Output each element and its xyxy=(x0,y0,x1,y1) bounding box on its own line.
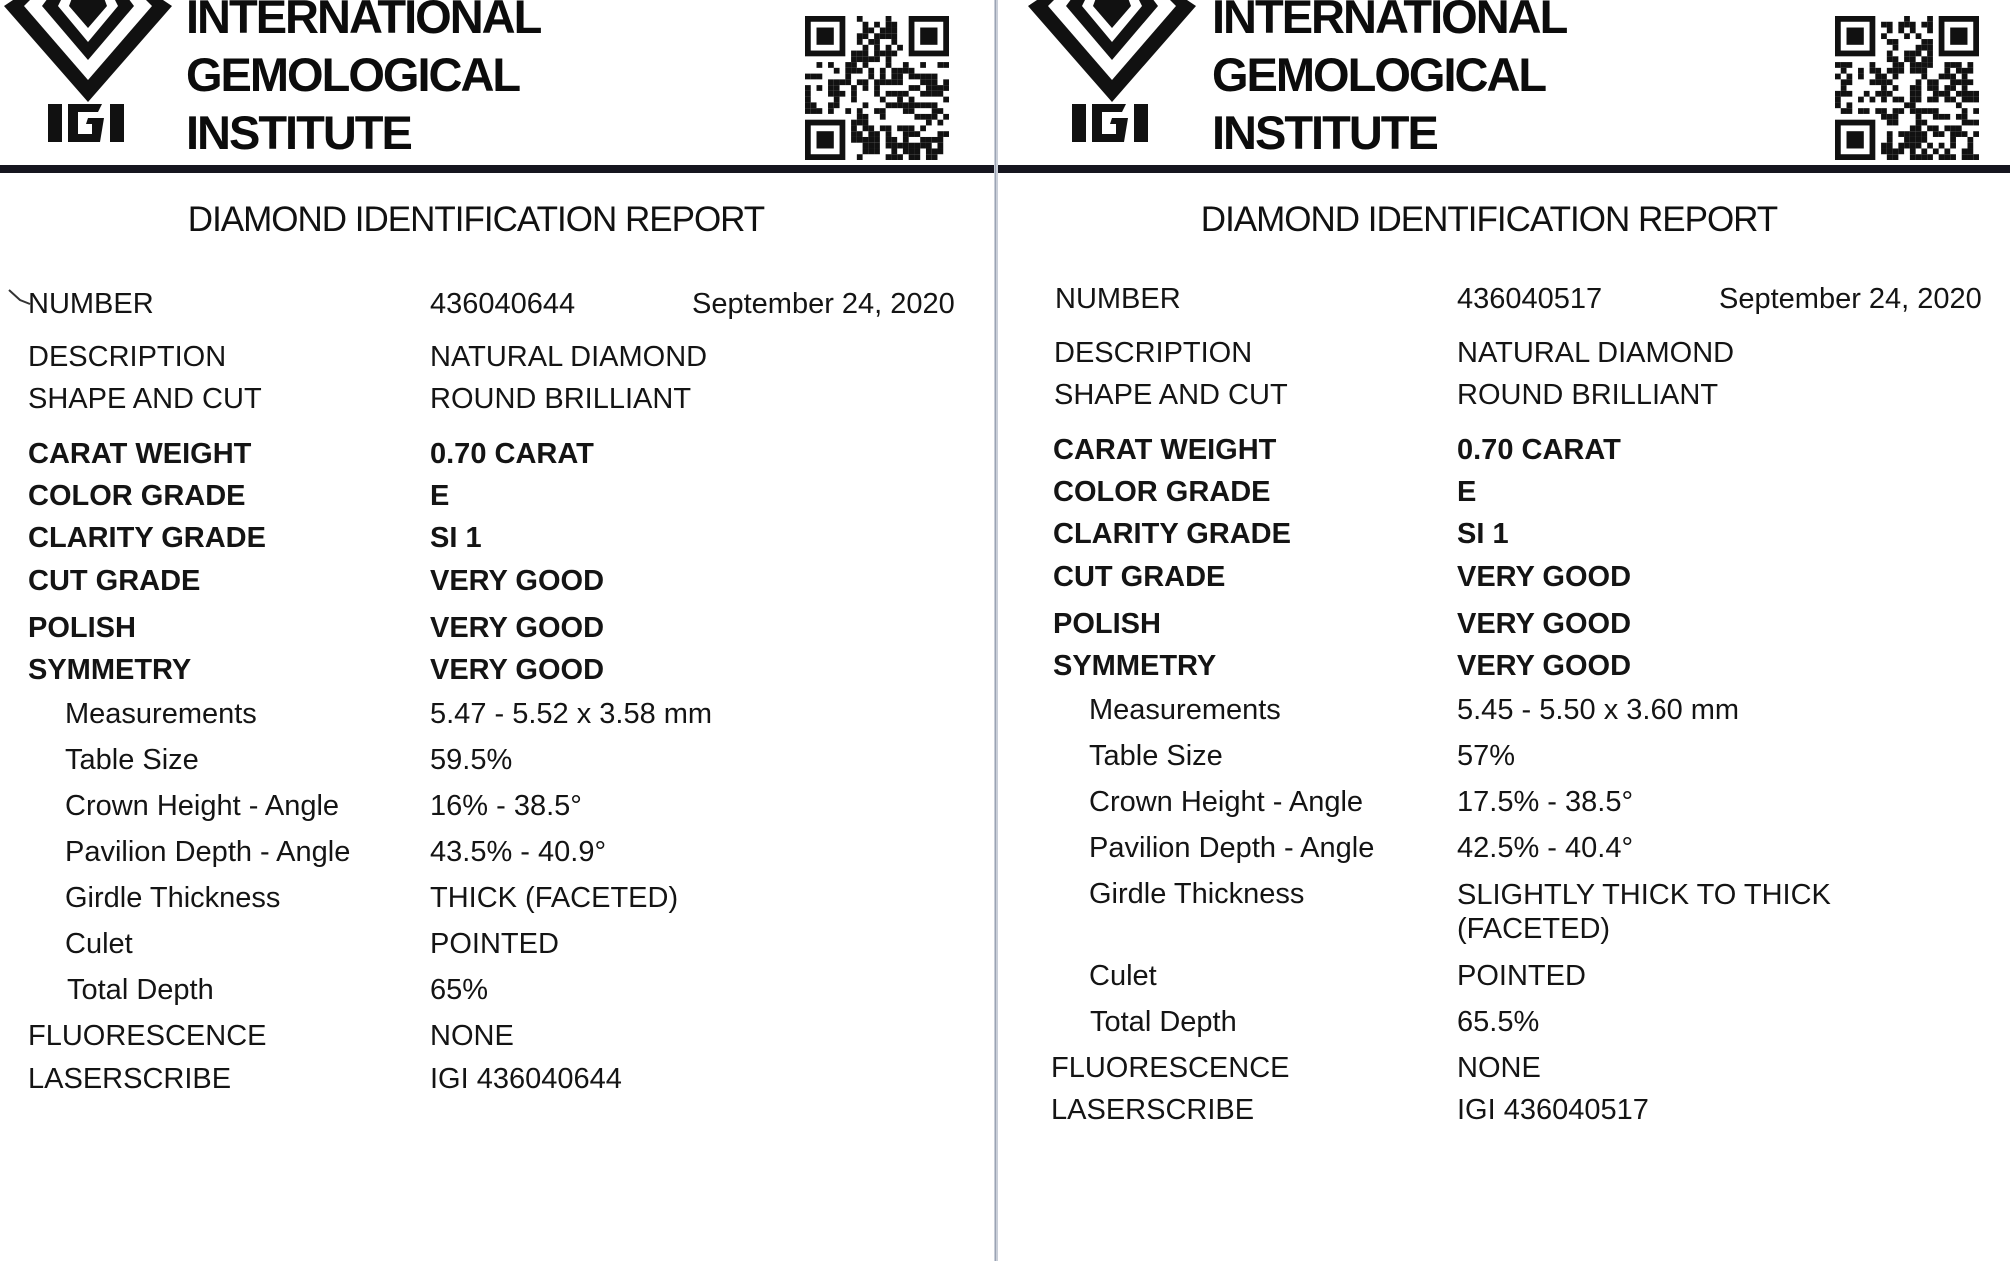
field-culet: Culet POINTED xyxy=(1089,960,1586,992)
field-total-depth: Total Depth 65% xyxy=(67,974,489,1006)
institute-name: INTERNATIONAL GEMOLOGICAL INSTITUTE xyxy=(186,0,541,159)
report-number: 436040644 xyxy=(430,288,576,320)
field-measurements: Measurements 5.45 - 5.50 x 3.60 mm xyxy=(1089,694,1740,726)
field-fluorescence: FLUORESCENCE NONE xyxy=(1051,1052,1541,1084)
field-laserscribe: LASERSCRIBE IGI 436040517 xyxy=(1051,1094,1649,1126)
field-girdle-thickness: Girdle Thickness SLIGHTLY THICK TO THICK (FACETED) xyxy=(1089,878,1831,945)
field-clarity-grade: CLARITY GRADE SI 1 xyxy=(28,522,482,554)
field-symmetry: SYMMETRY VERY GOOD xyxy=(1053,650,1632,682)
report-title: DIAMOND IDENTIFICATION REPORT xyxy=(1200,200,1778,239)
field-shape-and-cut: SHAPE AND CUT ROUND BRILLIANT xyxy=(28,383,692,415)
field-culet: Culet POINTED xyxy=(65,928,559,960)
field-cut-grade: CUT GRADE VERY GOOD xyxy=(1053,561,1632,593)
report-left xyxy=(0,0,994,1261)
report-title: DIAMOND IDENTIFICATION REPORT xyxy=(187,200,765,239)
report-number: 436040517 xyxy=(1457,283,1603,315)
field-color-grade: COLOR GRADE E xyxy=(1053,476,1477,508)
report-fields xyxy=(998,0,2010,1261)
report-right xyxy=(998,0,2010,1261)
field-carat-weight: CARAT WEIGHT 0.70 CARAT xyxy=(1053,434,1621,466)
field-pavilion-depth-angle: Pavilion Depth - Angle 42.5% - 40.4° xyxy=(1089,832,1634,864)
field-table-size: Table Size 59.5% xyxy=(65,744,513,776)
field-laserscribe: LASERSCRIBE IGI 436040644 xyxy=(28,1063,622,1095)
institute-name: INTERNATIONAL GEMOLOGICAL INSTITUTE xyxy=(1212,0,1567,159)
field-total-depth: Total Depth 65.5% xyxy=(1090,1006,1540,1038)
report-fields xyxy=(0,0,994,1261)
field-clarity-grade: CLARITY GRADE SI 1 xyxy=(1053,518,1509,550)
field-table-size: Table Size 57% xyxy=(1089,740,1516,772)
field-number: NUMBER 436040644 September 24, 2020 xyxy=(28,288,955,320)
field-description: DESCRIPTION NATURAL DIAMOND xyxy=(28,341,708,373)
field-symmetry: SYMMETRY VERY GOOD xyxy=(28,654,605,686)
field-crown-height-angle: Crown Height - Angle 17.5% - 38.5° xyxy=(1089,786,1634,818)
field-carat-weight: CARAT WEIGHT 0.70 CARAT xyxy=(28,438,594,470)
field-color-grade: COLOR GRADE E xyxy=(28,480,450,512)
field-description: DESCRIPTION NATURAL DIAMOND xyxy=(1054,337,1735,369)
field-shape-and-cut: SHAPE AND CUT ROUND BRILLIANT xyxy=(1054,379,1719,411)
report-date: September 24, 2020 xyxy=(1719,283,1982,315)
field-polish: POLISH VERY GOOD xyxy=(28,612,605,644)
field-measurements: Measurements 5.47 - 5.52 x 3.58 mm xyxy=(65,698,713,730)
field-number: NUMBER 436040517 September 24, 2020 xyxy=(1055,283,1982,315)
field-fluorescence: FLUORESCENCE NONE xyxy=(28,1020,514,1052)
field-polish: POLISH VERY GOOD xyxy=(1053,608,1632,640)
field-girdle-thickness: Girdle Thickness THICK (FACETED) xyxy=(65,882,679,914)
report-date: September 24, 2020 xyxy=(692,288,955,320)
field-crown-height-angle: Crown Height - Angle 16% - 38.5° xyxy=(65,790,582,822)
field-pavilion-depth-angle: Pavilion Depth - Angle 43.5% - 40.9° xyxy=(65,836,607,868)
field-cut-grade: CUT GRADE VERY GOOD xyxy=(28,565,605,597)
